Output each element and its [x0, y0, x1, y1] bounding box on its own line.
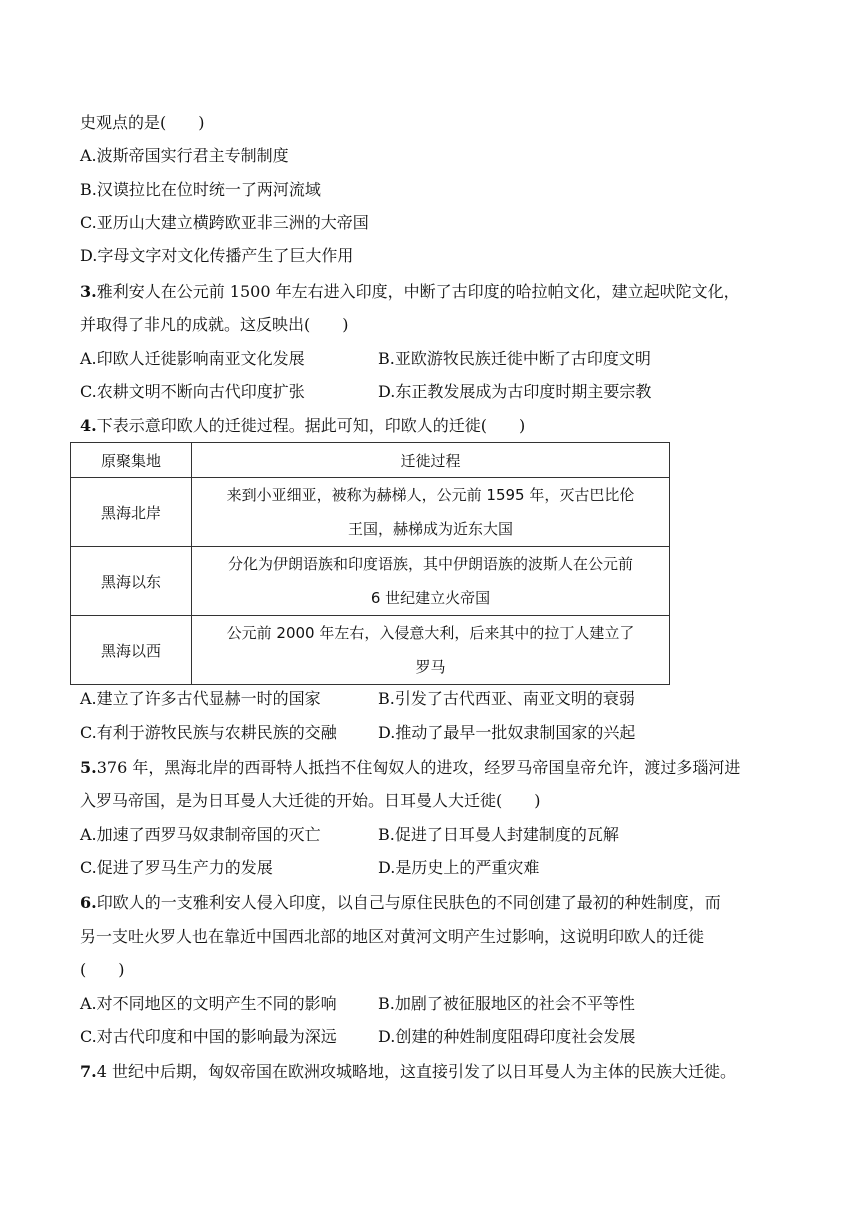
question-6-stem-line3: ( )	[80, 960, 125, 979]
question-5-stem	[80, 758, 740, 778]
table-header-row	[71, 443, 670, 478]
table-cell-process-line2: 6 世纪建立火帝国	[370, 589, 491, 607]
table-cell-origin: 黑海以西	[71, 616, 192, 685]
question-5-option-c: C.促进了罗马生产力的发展	[80, 858, 273, 877]
question-4-number: 4.	[80, 416, 97, 435]
question-3-stem-line2: 并取得了非凡的成就。这反映出( )	[80, 315, 349, 334]
question-2-option-d: D.字母文字对文化传播产生了巨大作用	[80, 246, 354, 265]
question-5-option-d: D.是历史上的严重灾难	[378, 858, 540, 877]
question-5-number: 5.	[80, 758, 97, 777]
table-row	[71, 547, 670, 616]
question-3-option-a: A.印欧人迁徙影响南亚文化发展	[80, 349, 305, 368]
question-6-option-a: A.对不同地区的文明产生不同的影响	[80, 994, 337, 1013]
question-4-option-a: A.建立了许多古代显赫一时的国家	[80, 689, 321, 708]
table-cell-origin: 黑海以东	[71, 547, 192, 616]
question-4-stem-text: 下表示意印欧人的迁徙过程。据此可知，印欧人的迁徙( )	[96, 416, 526, 435]
migration-table	[70, 442, 670, 685]
question-3-stem-line1: 雅利安人在公元前 1500 年左右进入印度，中断了古印度的哈拉帕文化，建立起吠陀文化，	[96, 282, 740, 301]
question-3-number: 3.	[80, 282, 97, 301]
question-2-option-b: B.汉谟拉比在位时统一了两河流域	[80, 180, 321, 199]
question-5-stem-line2: 入罗马帝国，是为日耳曼人大迁徙的开始。日耳曼人大迁徙( )	[80, 791, 541, 810]
table-header-process: 迁徙过程	[192, 443, 670, 478]
question-2-stem-end: 史观点的是( )	[80, 113, 205, 132]
question-4-option-c: C.有利于游牧民族与农耕民族的交融	[80, 723, 337, 742]
table-cell-process-line2: 罗马	[415, 658, 446, 676]
table-cell-process	[192, 478, 670, 547]
question-4-stem	[80, 416, 525, 436]
question-4-option-d: D.推动了最早一批奴隶制国家的兴起	[378, 723, 636, 742]
question-2-option-a: A.波斯帝国实行君主专制制度	[80, 146, 289, 165]
question-3-option-d: D.东正教发展成为古印度时期主要宗教	[378, 382, 652, 401]
question-3-option-c: C.农耕文明不断向古代印度扩张	[80, 382, 305, 401]
question-3-option-b: B.亚欧游牧民族迁徙中断了古印度文明	[378, 349, 651, 368]
question-6-stem-line1: 印欧人的一支雅利安人侵入印度，以自己与原住民肤色的不同创建了最初的种姓制度，而	[96, 893, 721, 912]
question-6-option-c: C.对古代印度和中国的影响最为深远	[80, 1027, 337, 1046]
table-cell-process	[192, 547, 670, 616]
question-7-stem-line1: 4 世纪中后期，匈奴帝国在欧洲攻城略地，这直接引发了以日耳曼人为主体的民族大迁徙。	[96, 1062, 736, 1081]
table-row	[71, 616, 670, 685]
question-6-option-d: D.创建的种姓制度阻碍印度社会发展	[378, 1027, 636, 1046]
table-cell-process-line1: 公元前 2000 年左右，入侵意大利，后来其中的拉丁人建立了	[226, 624, 635, 642]
table-row	[71, 478, 670, 547]
question-3-stem	[80, 282, 740, 302]
question-6-number: 6.	[80, 893, 97, 912]
question-6-option-b: B.加剧了被征服地区的社会不平等性	[378, 994, 635, 1013]
question-6-stem	[80, 893, 721, 913]
question-6-stem-line2: 另一支吐火罗人也在靠近中国西北部的地区对黄河文明产生过影响，这说明印欧人的迁徙	[80, 927, 705, 946]
question-4-option-b: B.引发了古代西亚、南亚文明的衰弱	[378, 689, 635, 708]
table-header-origin: 原聚集地	[71, 443, 192, 478]
table-cell-process-line1: 分化为伊朗语族和印度语族，其中伊朗语族的波斯人在公元前	[227, 555, 633, 573]
table-cell-process	[192, 616, 670, 685]
question-7-number: 7.	[80, 1062, 97, 1081]
question-5-option-a: A.加速了西罗马奴隶制帝国的灭亡	[80, 825, 321, 844]
question-5-stem-line1: 376 年，黑海北岸的西哥特人抵挡不住匈奴人的进攻，经罗马帝国皇帝允许，渡过多瑙河进	[96, 758, 741, 777]
question-7-stem	[80, 1062, 736, 1082]
table-cell-process-line2: 王国，赫梯成为近东大国	[347, 520, 513, 538]
question-5-option-b: B.促进了日耳曼人封建制度的瓦解	[378, 825, 619, 844]
table-cell-process-line1: 来到小亚细亚，被称为赫梯人，公元前 1595 年，灭古巴比伦	[226, 486, 635, 504]
question-2-option-c: C.亚历山大建立横跨欧亚非三洲的大帝国	[80, 213, 369, 232]
table-cell-origin: 黑海北岸	[71, 478, 192, 547]
